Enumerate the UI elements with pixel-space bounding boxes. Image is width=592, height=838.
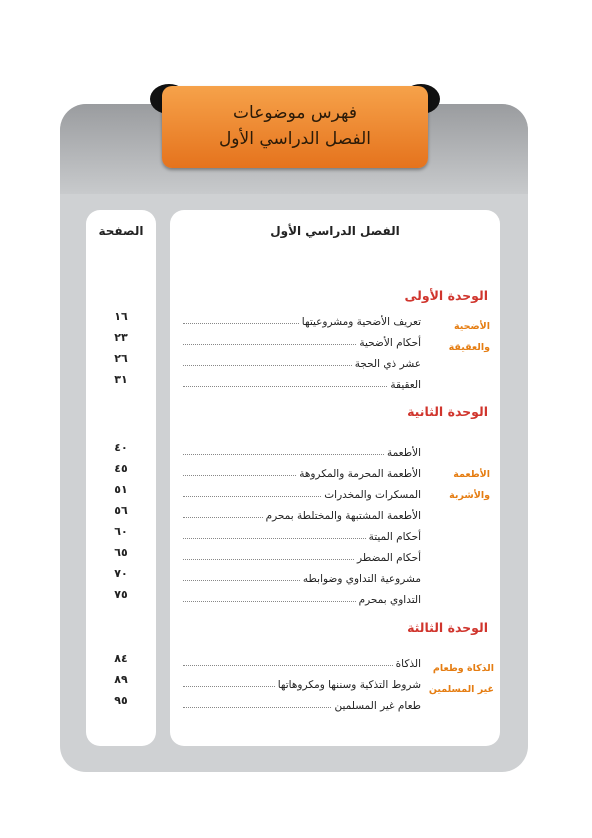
toc-entry[interactable]: [183, 373, 421, 391]
toc-entry[interactable]: [183, 546, 421, 564]
toc-entry[interactable]: [183, 694, 421, 712]
toc-entry[interactable]: [183, 652, 421, 670]
unit-side-label: [428, 658, 494, 700]
toc-entry-title: أحكام المضطر: [357, 552, 421, 564]
toc-entry-title: الأطعمة المشتبهة والمختلطة بمحرم: [265, 510, 421, 522]
page-number: ٣١: [114, 373, 128, 386]
dot-leader: [183, 686, 275, 687]
dot-leader: [183, 707, 331, 708]
dot-leader: [183, 580, 300, 581]
toc-entry[interactable]: [183, 331, 421, 349]
toc-entry-title: العقيقة: [390, 379, 421, 391]
pages-header: الصفحة: [98, 224, 144, 238]
toc-entry-title: التداوي بمحرم: [358, 594, 421, 606]
unit-side-label: [432, 316, 490, 358]
dot-leader: [183, 323, 299, 324]
toc-entry-title: مشروعية التداوي وضوابطه: [302, 573, 421, 585]
unit-title: الوحدة الأولى: [404, 288, 488, 303]
dot-leader: [183, 475, 296, 476]
toc-entry-title: شروط التذكية وسننها ومكروهاتها: [277, 679, 421, 691]
banner-title-line1: فهرس موضوعات: [233, 103, 357, 123]
banner-title: [162, 100, 428, 152]
dot-leader: [183, 496, 321, 497]
unit-title: الوحدة الثالثة: [407, 620, 488, 635]
unit-side-label-line1: الأضحية: [454, 321, 490, 332]
unit-side-label-line1: الأطعمة: [453, 469, 490, 480]
dot-leader: [183, 344, 356, 345]
toc-entry[interactable]: [183, 310, 421, 328]
toc-entry-title: أحكام الأضحية: [359, 337, 421, 349]
contents-header: الفصل الدراسي الأول: [270, 224, 400, 238]
page-number: ٥٦: [114, 504, 128, 517]
dot-leader: [183, 665, 393, 666]
page-number: ٧٠: [114, 567, 128, 580]
dot-leader: [183, 601, 356, 602]
toc-entry-title: الأطعمة المحرمة والمكروهة: [299, 468, 421, 480]
unit-side-label-line1: الذكاة وطعام: [432, 663, 494, 674]
toc-entry[interactable]: [183, 441, 421, 459]
dot-leader: [183, 386, 387, 387]
toc-entry-title: تعريف الأضحية ومشروعيتها: [301, 316, 421, 328]
page-number: ٢٦: [114, 352, 128, 365]
page-number: ٨٩: [114, 673, 128, 686]
page-number: ٦٥: [114, 546, 128, 559]
toc-entry[interactable]: [183, 504, 421, 522]
dot-leader: [183, 538, 366, 539]
dot-leader: [183, 559, 354, 560]
toc-entry[interactable]: [183, 352, 421, 370]
toc-entry-title: الأطعمة: [386, 447, 421, 459]
toc-entry[interactable]: [183, 567, 421, 585]
page-number: ٥١: [114, 483, 128, 496]
toc-entry[interactable]: [183, 588, 421, 606]
page-number: ٢٣: [114, 331, 128, 344]
toc-entry-title: أحكام الميتة: [368, 531, 421, 543]
toc-entry[interactable]: [183, 525, 421, 543]
toc-entry-title: طعام غير المسلمين: [334, 700, 421, 712]
unit-side-label-line2: غير المسلمين: [428, 684, 494, 695]
title-banner: [150, 76, 440, 176]
toc-entry[interactable]: [183, 483, 421, 501]
page-numbers-column: [86, 210, 156, 746]
toc-entry[interactable]: [183, 673, 421, 691]
dot-leader: [183, 454, 384, 455]
page-number: ١٦: [114, 310, 128, 323]
toc-entry-title: عشر ذي الحجة: [354, 358, 421, 370]
page-number: ٩٥: [114, 694, 128, 707]
toc-entry[interactable]: [183, 462, 421, 480]
page-number: ٤٥: [114, 462, 128, 475]
page-number: ٨٤: [114, 652, 128, 665]
toc-entry-title: الذكاة: [395, 658, 421, 670]
page-number: ٧٥: [114, 588, 128, 601]
dot-leader: [183, 365, 352, 366]
unit-side-label-line2: والأشربة: [449, 490, 490, 501]
dot-leader: [183, 517, 263, 518]
page-number: ٦٠: [114, 525, 128, 538]
contents-column: [170, 210, 500, 746]
toc-entry-title: المسكرات والمخدرات: [324, 489, 421, 501]
unit-title: الوحدة الثانية: [407, 404, 488, 419]
unit-side-label: [432, 464, 490, 506]
unit-side-label-line2: والعقيقة: [448, 342, 490, 353]
page-number: ٤٠: [114, 441, 128, 454]
banner-title-line2: الفصل الدراسي الأول: [218, 129, 372, 149]
